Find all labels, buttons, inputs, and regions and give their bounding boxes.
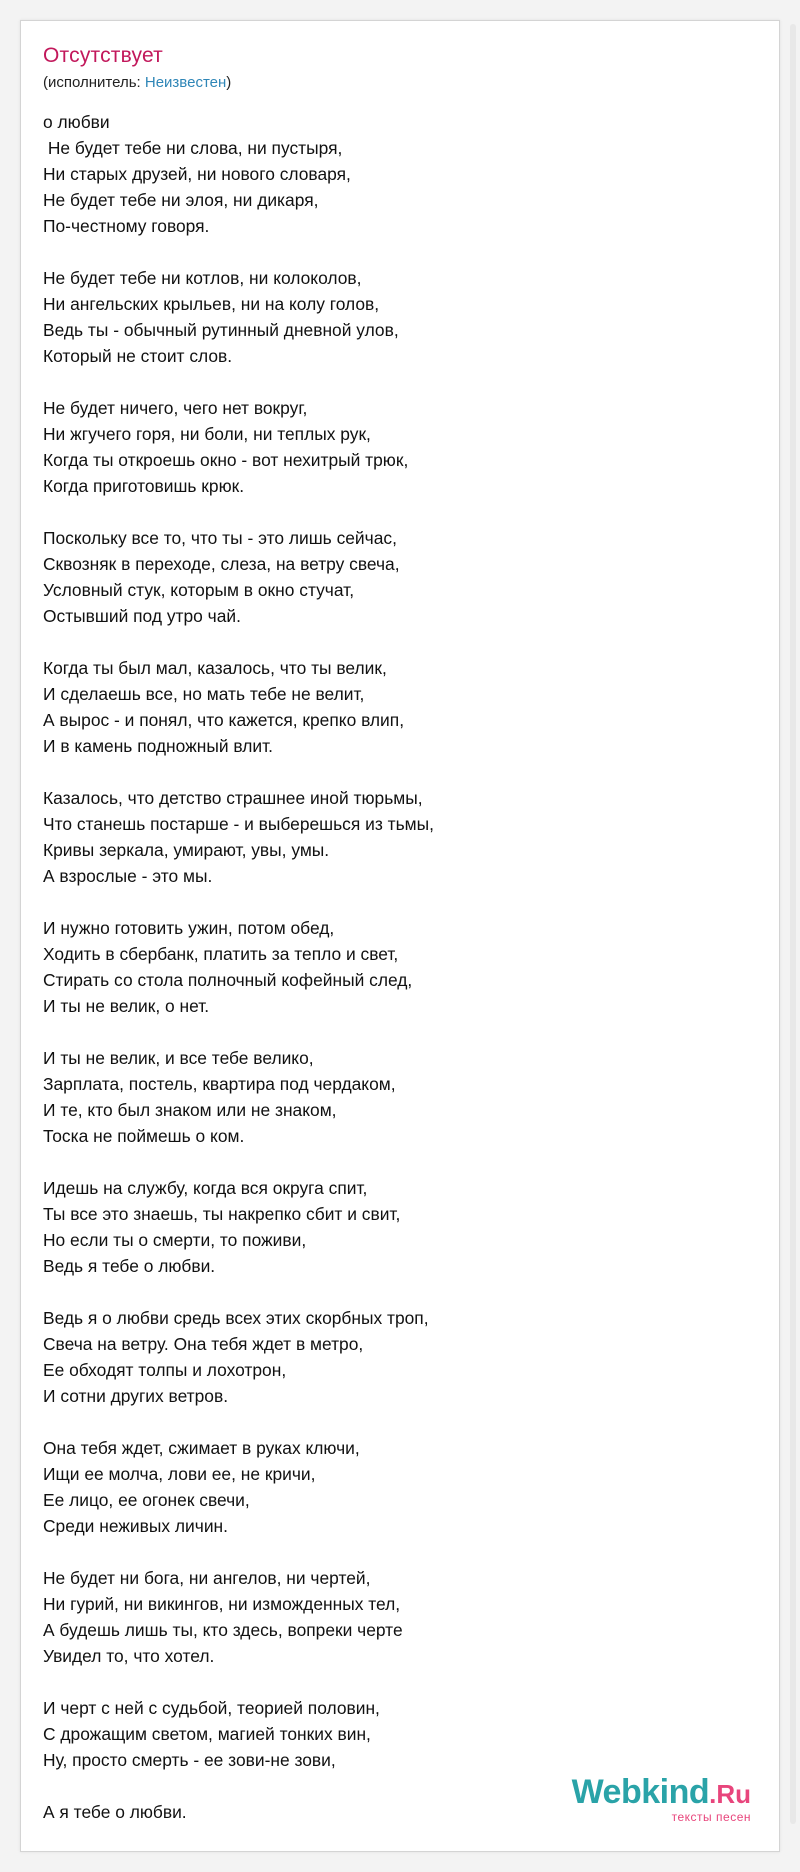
stanza-gap — [43, 629, 743, 655]
lyric-line: Увидел то, что хотел. — [43, 1646, 215, 1666]
lyric-line: Стирать со стола полночный кофейный след, — [43, 970, 413, 990]
lyric-line: Ни старых друзей, ни нового словаря, — [43, 164, 351, 184]
lyric-line: Казалось, что детство страшнее иной тюрьмы, — [43, 788, 423, 808]
lyrics-text — [43, 109, 743, 1825]
stanza-gap — [43, 1279, 743, 1305]
lyric-line: Идешь на службу, когда вся округа спит, — [43, 1178, 368, 1198]
lyric-line: Не будет ничего, чего нет вокруг, — [43, 398, 308, 418]
lyric-line: И те, кто был знаком или не знаком, — [43, 1100, 337, 1120]
logo-main-text: Webkind — [571, 1773, 710, 1811]
lyric-line: И ты не велик, о нет. — [43, 996, 210, 1016]
lyric-line: Что станешь постарше - и выберешься из тьмы, — [43, 814, 434, 834]
stanza-gap — [43, 369, 743, 395]
lyric-line: о любви — [43, 112, 110, 132]
stanza-gap — [43, 1409, 743, 1435]
lyric-line: Ни ангельских крыльев, ни на колу голов, — [43, 294, 380, 314]
lyric-line: Ее обходят толпы и лохотрон, — [43, 1360, 287, 1380]
artist-prefix: (исполнитель: — [43, 74, 145, 91]
lyric-line: Условный стук, которым в окно стучат, — [43, 580, 355, 600]
lyric-line: И сделаешь все, но мать тебе не велит, — [43, 684, 365, 704]
lyric-line: И ты не велик, и все тебе велико, — [43, 1048, 314, 1068]
logo-tld-text: .Ru — [709, 1779, 751, 1809]
lyric-line: Остывший под утро чай. — [43, 606, 241, 626]
stanza-gap — [43, 889, 743, 915]
stanza-gap — [43, 759, 743, 785]
lyric-line: Сквозняк в переходе, слеза, на ветру свеча, — [43, 554, 400, 574]
lyric-line: Ты все это знаешь, ты накрепко сбит и свит, — [43, 1204, 401, 1224]
lyric-line: Ее лицо, ее огонек свечи, — [43, 1490, 250, 1510]
lyric-line: Ищи ее молча, лови ее, не кричи, — [43, 1464, 316, 1484]
stanza-gap — [43, 1019, 743, 1045]
logo-tagline: тексты песен — [671, 1810, 751, 1824]
site-logo[interactable] — [572, 1775, 751, 1823]
lyric-line: Поскольку все то, что ты - это лишь сейчас, — [43, 528, 397, 548]
stanza-gap — [43, 1539, 743, 1565]
lyric-line: Не будет тебе ни котлов, ни колоколов, — [43, 268, 362, 288]
artist-link[interactable]: Неизвестен — [144, 74, 227, 91]
lyric-line: А вырос - и понял, что кажется, крепко влип, — [43, 710, 405, 730]
lyric-line: А взрослые - это мы. — [43, 866, 213, 886]
lyric-line: А будешь лишь ты, кто здесь, вопреки черте — [43, 1620, 403, 1640]
lyric-line: Когда приготовишь крюк. — [43, 476, 245, 496]
lyric-line: Не будет тебе ни элоя, ни дикаря, — [43, 190, 319, 210]
artist-suffix: ) — [226, 74, 232, 91]
lyric-line: Не будет тебе ни слова, ни пустыря, — [43, 138, 343, 158]
lyric-line: Ведь ты - обычный рутинный дневной улов, — [43, 320, 399, 340]
stanza-gap — [43, 1149, 743, 1175]
lyric-line: Тоска не поймешь о ком. — [43, 1126, 245, 1146]
lyric-line: Зарплата, постель, квартира под чердаком, — [43, 1074, 396, 1094]
lyric-line: Но если ты о смерти, то поживи, — [43, 1230, 307, 1250]
lyric-line: Среди неживых личин. — [43, 1516, 228, 1536]
stanza-gap — [43, 499, 743, 525]
lyric-line: Не будет ни бога, ни ангелов, ни чертей, — [43, 1568, 371, 1588]
stanza-gap — [43, 1669, 743, 1695]
lyric-line: Ни жгучего горя, ни боли, ни теплых рук, — [43, 424, 371, 444]
artist-line — [43, 74, 231, 91]
page-scrollbar[interactable] — [790, 24, 796, 1824]
lyric-line: По-честному говоря. — [43, 216, 210, 236]
lyric-line: И нужно готовить ужин, потом обед, — [43, 918, 335, 938]
stanza-gap — [43, 239, 743, 265]
lyric-line: И черт с ней с судьбой, теорией половин, — [43, 1698, 380, 1718]
lyric-line: С дрожащим светом, магией тонких вин, — [43, 1724, 371, 1744]
lyric-line: И сотни других ветров. — [43, 1386, 229, 1406]
lyric-line: Когда ты был мал, казалось, что ты велик, — [43, 658, 387, 678]
lyric-line: Ну, просто смерть - ее зови-не зови, — [43, 1750, 336, 1770]
lyric-line: Который не стоит слов. — [43, 346, 233, 366]
song-title: Отсутствует — [43, 44, 163, 67]
lyric-line: Свеча на ветру. Она тебя ждет в метро, — [43, 1334, 364, 1354]
lyric-line: Кривы зеркала, умирают, увы, умы. — [43, 840, 330, 860]
lyric-line: И в камень подножный влит. — [43, 736, 273, 756]
lyric-line: Ведь я о любви средь всех этих скорбных троп, — [43, 1308, 429, 1328]
lyric-line: А я тебе о любви. — [43, 1802, 187, 1822]
lyrics-card — [20, 20, 780, 1852]
lyric-line: Ведь я тебе о любви. — [43, 1256, 216, 1276]
lyric-line: Ходить в сбербанк, платить за тепло и свет, — [43, 944, 399, 964]
lyric-line: Когда ты откроешь окно - вот нехитрый трюк, — [43, 450, 409, 470]
lyric-line: Она тебя ждет, сжимает в руках ключи, — [43, 1438, 360, 1458]
lyric-line: Ни гурий, ни викингов, ни изможденных тел, — [43, 1594, 401, 1614]
